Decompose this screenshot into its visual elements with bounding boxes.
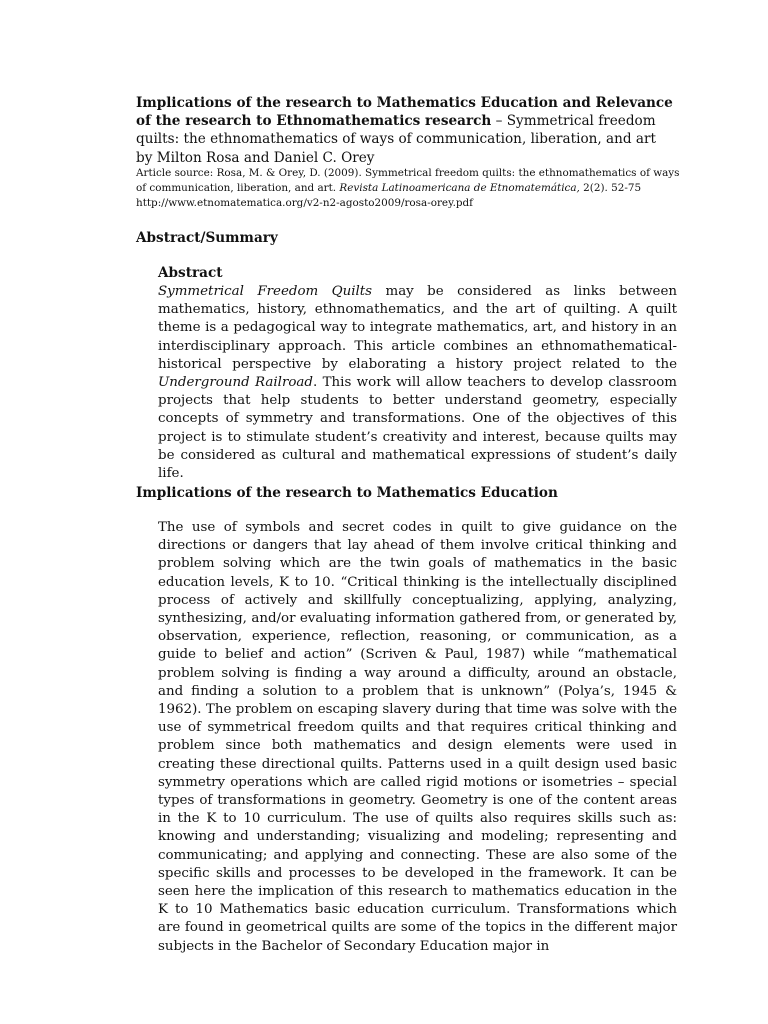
implications-paragraph: The use of symbols and secret codes in quilt to give guidance on the directions or dangers that lay ahead of them involve critical thinking and problem solving which are the twin goals of mathematics in the basic education levels, K to 10. “Critical thinking is the intellectually disciplined process of actively and skillfully conceptualizing, applying, analyzing, synthesizing, and/or evaluating information gathered from, or generated by, observation, experience, reflection, reasoning, or communication, as a guide to belief and action” (Scriven & Paul, 1987) while “mathematical problem solving is finding a way around a difficulty, around an obstacle, and finding a solution to a problem that is unknown” (Polya’s, 1945 & 1962). The problem on escaping slavery during that time was solve with the use of symmetrical freedom quilts and that requires critical thinking and problem since both mathematics and design elements were used in creating these directional quilts. Patterns used in a quilt design used basic symmetry operations which are called rigid motions or isometries – special types of transformations in geometry. Geometry is one of the content areas in the K to 10 curriculum. The use of quilts also requires skills such as: knowing and understanding; visualizing and modeling; representing and communicating; and applying and connecting. These are also some of the specific skills and processes to be developed in the framework. It can be seen here the implication of this research to mathematics education in the K to 10 Mathematics basic education curriculum. Transformations which are found in geometrical quilts are some of the topics in the different major subjects in the Bachelor of Secondary Education major in [158, 520, 677, 954]
abstract-text-part-1: may be considered as links between mathematics, history, ethnomathematics, and the art of quilting. A quilt theme is a pedagogical way to integrate mathematics, art, and history in an interdisciplinary approach. This article combines an ethnomathematical-historical perspective by elaborating a history project related to the [158, 284, 677, 372]
source-volume: 2(2). 52-75 [579, 182, 642, 194]
abstract-text-part-2: . This work will allow teachers to develop classroom projects that help students to better understand geometry, especially concepts of symmetry and transformations. One of the objectives of this project is to stimulate student’s creativity and interest, because quilts may be considered as cultural and mathematical expressions of student’s daily life. [158, 375, 677, 482]
document-title [136, 94, 676, 167]
abstract-heading: Abstract [158, 265, 223, 281]
article-source [136, 166, 681, 211]
source-url[interactable]: http://www.etnomatematica.org/v2-n2-agosto2009/rosa-orey.pdf [136, 197, 474, 209]
section-heading-implications: Implications of the research to Mathematics Education [136, 485, 558, 501]
abstract-paragraph [158, 283, 677, 483]
section-heading-abstract-summary: Abstract/Summary [136, 230, 278, 246]
title-rest: – Symmetrical freedom quilts: the ethnomathematics of ways of communication, liberation, and art by Milton Rosa and Daniel C. Orey [136, 113, 656, 166]
abstract-italic-underground-railroad: Underground Railroad [158, 375, 313, 391]
title-bold: Implications of the research to Mathematics Education and Relevance of the research to Ethnomathematics research [136, 95, 673, 130]
source-journal: Revista Latinoamericana de Etnomatemática, [339, 182, 580, 194]
abstract-italic-title: Symmetrical Freedom Quilts [158, 284, 373, 299]
source-citation: Article source: Rosa, M. & Orey, D. (2009). Symmetrical freedom quilts: the ethnomathematics of ways of communication, liberation, and art. [136, 167, 680, 194]
